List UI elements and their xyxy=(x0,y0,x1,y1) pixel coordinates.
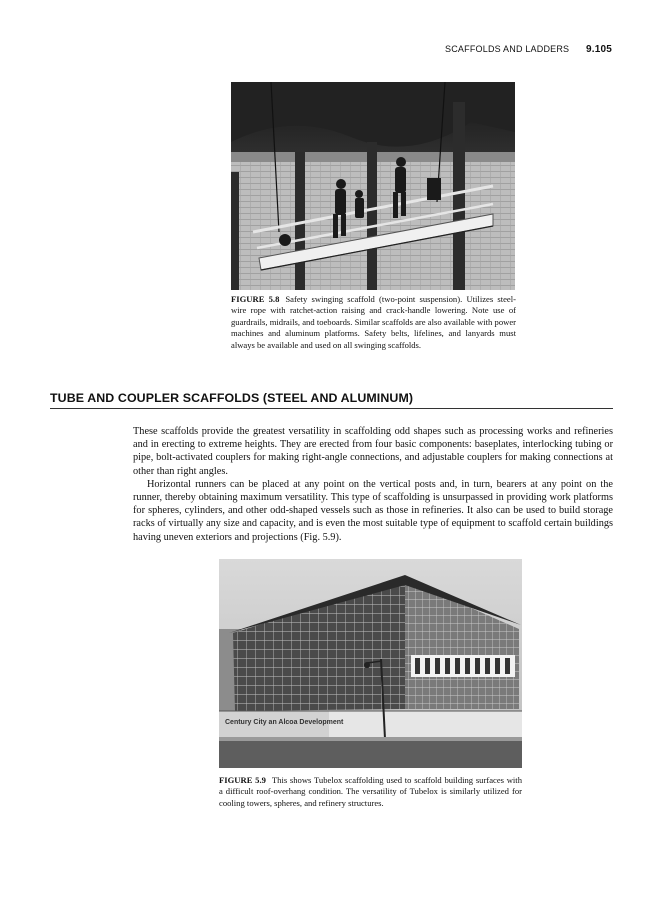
figure-5-8-photo xyxy=(231,82,515,290)
figure-5-8-caption xyxy=(231,294,516,351)
paragraph-2: Horizontal runners can be placed at any point on the vertical posts and, in turn, bearers at any point on the runner, thereby obtaining maximum versatility. This type of scaffolding is unsurpassed in providing work platforms for spheres, cylinders, and other odd-shaped vessels such as those in refineries. It also can be used to build storage racks of virtually any size and capacity, and is even the most suitable type of equipment to scaffold certain buildings having uneven exteriors and projections (Fig. 5.9). xyxy=(133,478,613,543)
body-text xyxy=(133,425,613,544)
figure-5-9-caption xyxy=(219,775,522,809)
construction-sign-text: Century City an Alcoa Development xyxy=(225,719,344,726)
figure-5-8-label: FIGURE 5.8 xyxy=(231,294,280,304)
running-head xyxy=(445,44,612,55)
figure-5-9-photo xyxy=(219,559,522,768)
section-heading: TUBE AND COUPLER SCAFFOLDS (STEEL AND ALUMINUM) xyxy=(50,391,613,409)
paragraph-1: These scaffolds provide the greatest versatility in scaffolding odd shapes such as processing works and refineries and in erecting to extreme heights. They are erected from four basic components: baseplates, interlocking tubing or pipe, bolt-activated couplers for making right-angle connections, and adjustable couplers for making connections at other than right angles. xyxy=(133,426,613,477)
page-number: 9.105 xyxy=(585,44,612,55)
figure-5-9-caption-text: This shows Tubelox scaffolding used to scaffold building surfaces with a difficult roof-overhang condition. The versatility of Tubelox is similarly utilized for cooling towers, spheres, and refinery structures. xyxy=(219,775,522,808)
swinging-scaffold-illustration xyxy=(231,82,515,290)
figure-5-9-label: FIGURE 5.9 xyxy=(219,775,266,785)
figure-5-8-caption-text: Safety swinging scaffold (two-point suspension). Utilizes steel-wire rope with ratchet-action raising and crack-handle lowering. Note use of guardrails, midrails, and toeboards. Similar scaffolds are also available with power machines and aluminum platforms. Safety belts, lifelines, and lanyards must always be available and used on all swinging scaffolds. xyxy=(231,294,516,350)
tubelox-scaffold-illustration xyxy=(219,559,522,768)
running-head-title: SCAFFOLDS AND LADDERS xyxy=(445,44,570,54)
